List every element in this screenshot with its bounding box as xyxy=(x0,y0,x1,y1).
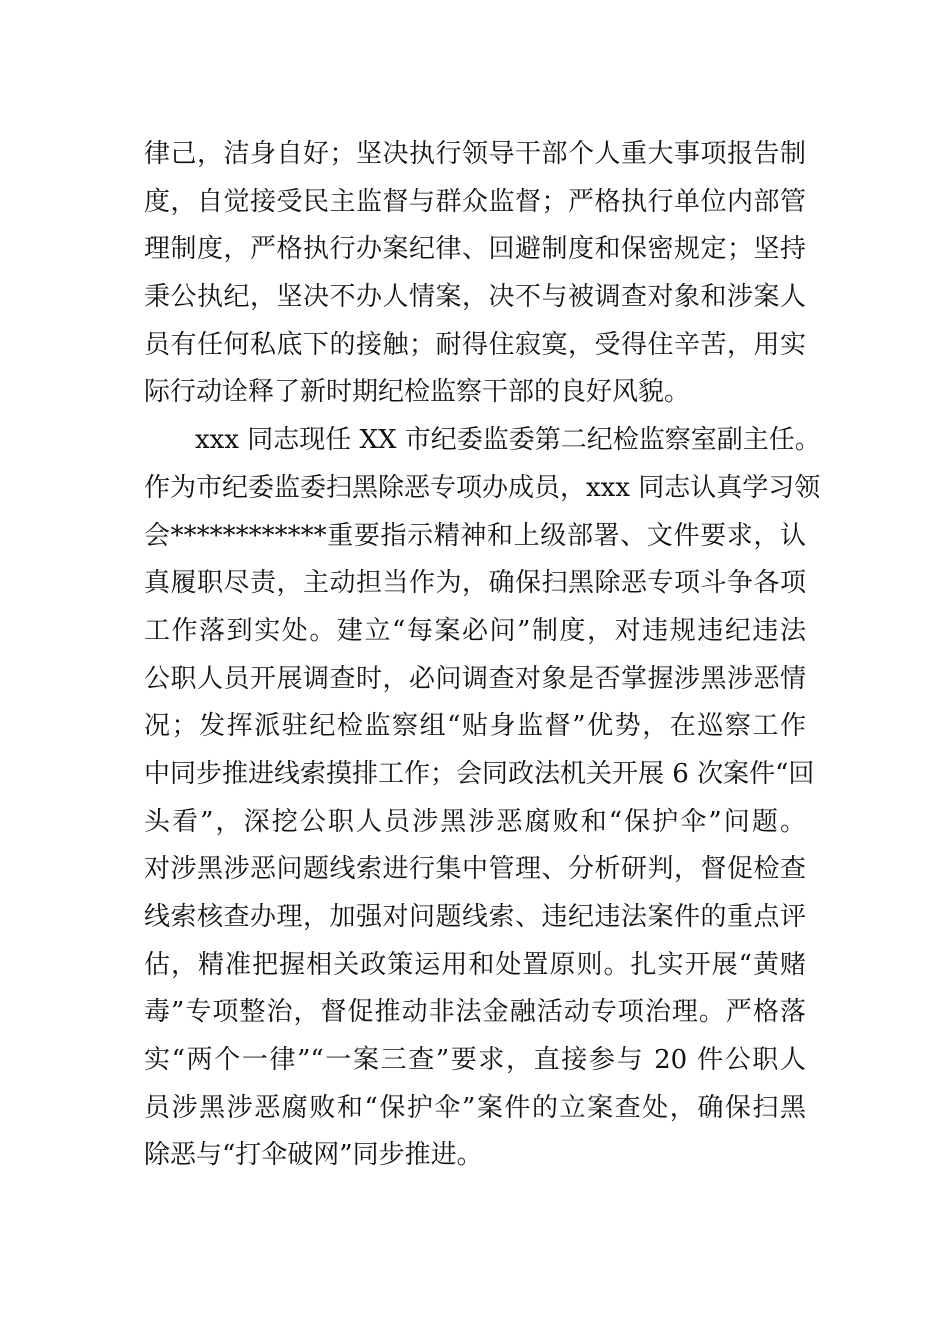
text-line: 头看”，深挖公职人员涉黑涉恶腐败和“保护伞”问题。 xyxy=(144,806,806,837)
text-line: 估，精准把握相关政策运用和处置原则。扎实开展“黄赌 xyxy=(144,949,806,980)
paragraph-2 xyxy=(144,417,821,1180)
text-line: 除恶与“打伞破网”同步推进。 xyxy=(144,1140,483,1171)
text-line: 员涉黑涉恶腐败和“保护伞”案件的立案查处，确保扫黑 xyxy=(144,1092,806,1123)
text-line: 公职人员开展调查时，必问调查对象是否掌握涉黑涉恶情 xyxy=(144,663,806,694)
document-body xyxy=(144,131,821,1180)
text-line: xxx 同志现任 XX 市纪委监委第二纪检监察室副主任。 xyxy=(195,425,821,456)
text-line: 中同步推进线索摸排工作；会同政法机关开展 6 次案件“回 xyxy=(144,758,815,789)
text-line: 毒”专项整治，督促推动非法金融活动专项治理。严格落 xyxy=(144,997,806,1028)
paragraph-1 xyxy=(144,131,806,417)
text-line: 真履职尽责，主动担当作为，确保扫黑除恶专项斗争各项 xyxy=(144,568,806,599)
text-line: 线索核查办理，加强对问题线索、违纪违法案件的重点评 xyxy=(144,902,806,932)
text-line: 度，自觉接受民主监督与群众监督；严格执行单位内部管 xyxy=(144,186,806,217)
text-line: 况；发挥派驻纪检监察组“贴身监督”优势，在巡察工作 xyxy=(144,711,806,742)
text-line: 作为市纪委监委扫黑除恶专项办成员，xxx 同志认真学习领 xyxy=(144,472,821,503)
text-line: 实“两个一律”“一案三查”要求，直接参与 20 件公职人 xyxy=(144,1045,806,1076)
text-line: 理制度，严格执行办案纪律、回避制度和保密规定；坚持 xyxy=(144,234,806,265)
text-line: 对涉黑涉恶问题线索进行集中管理、分析研判，督促检查 xyxy=(144,854,806,885)
text-line: 际行动诠释了新时期纪检监察干部的良好风貌。 xyxy=(144,377,691,408)
text-line: 会************重要指示精神和上级部署、文件要求，认 xyxy=(144,520,806,551)
text-line: 工作落到实处。建立“每案必问”制度，对违规违纪违法 xyxy=(144,615,806,646)
text-line: 律己，洁身自好；坚决执行领导干部个人重大事项报告制 xyxy=(144,139,806,169)
text-line: 秉公执纪，坚决不办人情案，决不与被调查对象和涉案人 xyxy=(144,282,806,313)
text-line: 员有任何私底下的接触；耐得住寂寞，受得住辛苦，用实 xyxy=(144,329,806,360)
